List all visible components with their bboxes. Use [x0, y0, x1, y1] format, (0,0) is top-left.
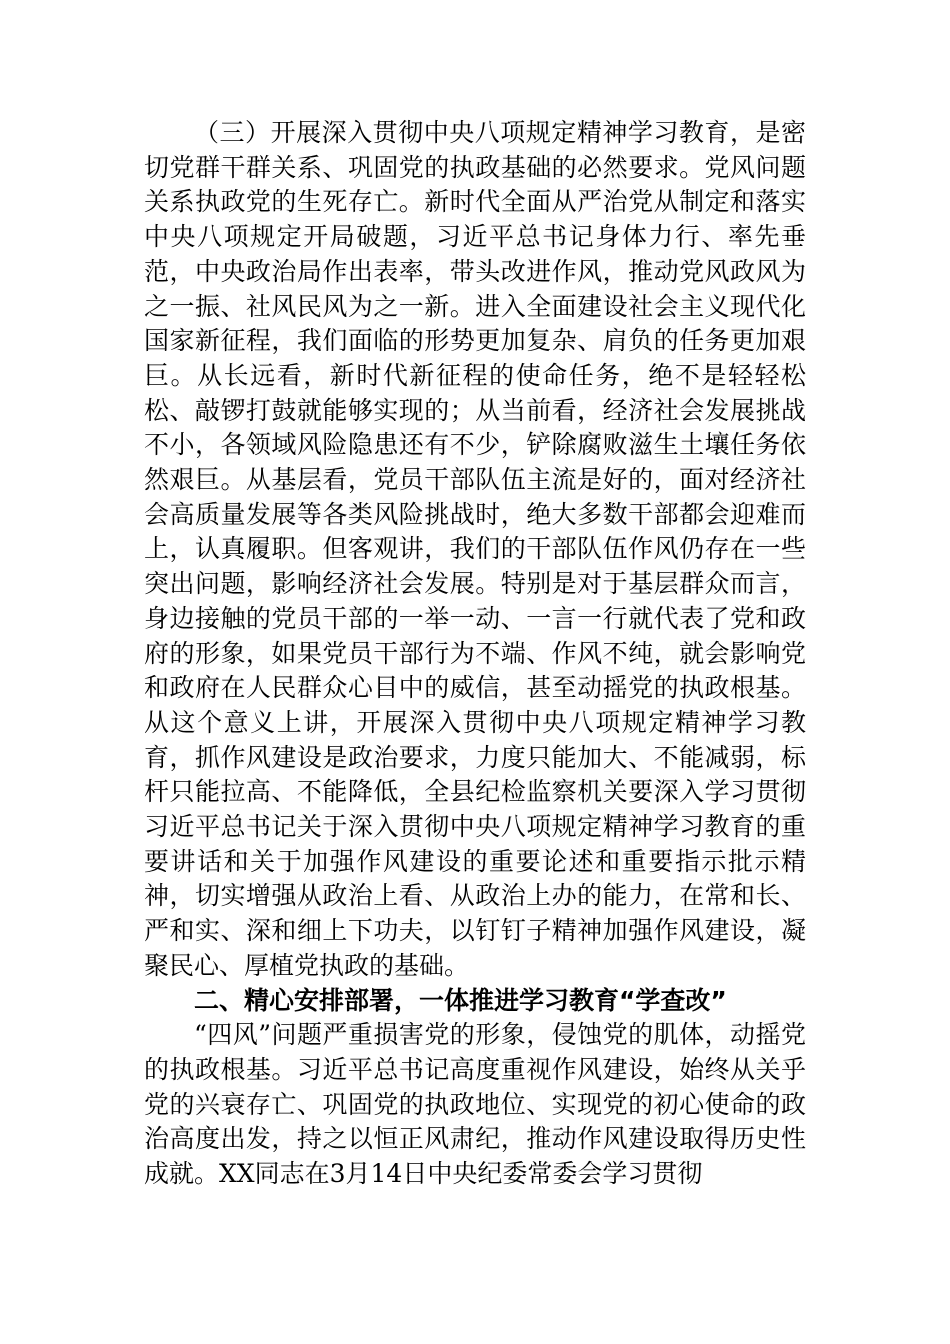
paragraph-four-winds: “四风”问题严重损害党的形象，侵蚀党的肌体，动摇党的执政根基。习近平总书记高度重视作风建设，始终从关乎党的兴衰存亡、巩固党的执政地位、实现党的初心使命的政治高度出发，持之以恒正风肃纪，推动作风建设取得历史性成就。XX同志在3月14日中央纪委常委会学习贯彻 [144, 1020, 806, 1189]
section-heading-two: 二、精心安排部署，一体推进学习教育“学查改” [194, 985, 727, 1015]
document-body [144, 116, 806, 1192]
paragraph-section-three: （三）开展深入贯彻中央八项规定精神学习教育，是密切党群干群关系、巩固党的执政基础的必然要求。党风问题关系执政党的生死存亡。新时代全面从严治党从制定和落实中央八项规定开局破题，习近平总书记身体力行、率先垂范，中央政治局作出表率，带头改进作风，推动党风政风为之一振、社风民风为之一新。进入全面建设社会主义现代化国家新征程，我们面临的形势更加复杂、肩负的任务更加艰巨。从长远看，新时代新征程的使命任务，绝不是轻轻松松、敲锣打鼓就能够实现的；从当前看，经济社会发展挑战不小，各领域风险隐患还有不少，铲除腐败滋生土壤任务依然艰巨。从基层看，党员干部队伍主流是好的，面对经济社会高质量发展等各类风险挑战时，绝大多数干部都会迎难而上，认真履职。但客观讲，我们的干部队伍作风仍存在一些突出问题，影响经济社会发展。特别是对于基层群众而言，身边接触的党员干部的一举一动、一言一行就代表了党和政府的形象，如果党员干部行为不端、作风不纯，就会影响党和政府在人民群众心目中的威信，甚至动摇党的执政根基。从这个意义上讲，开展深入贯彻中央八项规定精神学习教育，抓作风建设是政治要求，力度只能加大、不能减弱，标杆只能拉高、不能降低，全县纪检监察机关要深入学习贯彻习近平总书记关于深入贯彻中央八项规定精神学习教育的重要讲话和关于加强作风建设的重要论述和重要指示批示精神，切实增强从政治上看、从政治上办的能力，在常和长、严和实、深和细上下功夫，以钉钉子精神加强作风建设，凝聚民心、厚植党执政的基础。 [144, 118, 806, 980]
